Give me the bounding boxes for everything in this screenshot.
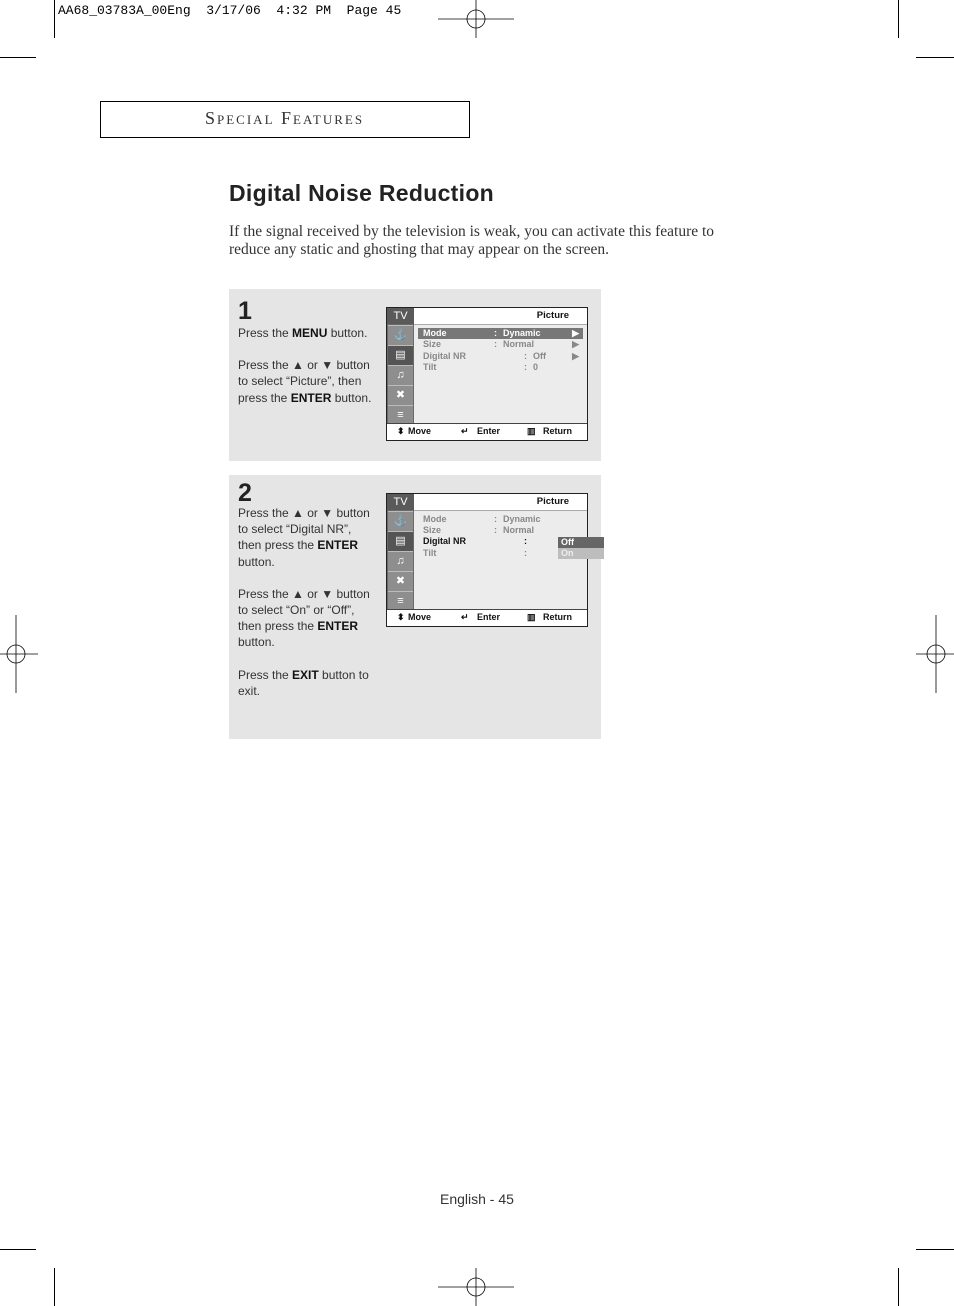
arrow-right-icon: ▶ bbox=[572, 328, 579, 338]
footer-enter-label: Enter bbox=[477, 426, 501, 436]
osd-row-tilt: Tilt : bbox=[423, 548, 527, 558]
instruction: Press the ▲ or ▼ button to select “On” or “Off”, then press the ENTER button. bbox=[238, 586, 370, 650]
section-label: Special Features bbox=[205, 108, 365, 128]
picture-icon: ▤ bbox=[388, 345, 413, 365]
channel-icon: ✖ bbox=[388, 571, 413, 591]
tv-osd-menu bbox=[386, 493, 588, 627]
footer-move-label: Move bbox=[408, 426, 432, 436]
return-icon: ▥ bbox=[527, 426, 536, 436]
print-slug-line: AA68_03783A_00Eng 3/17/06 4:32 PM Page 45 bbox=[58, 3, 402, 18]
setup-icon: ≡ bbox=[388, 405, 413, 425]
enter-icon: ↵ bbox=[461, 612, 469, 622]
osd-header bbox=[414, 308, 587, 325]
osd-header-title: Picture bbox=[536, 496, 569, 507]
setup-icon: ≡ bbox=[388, 591, 413, 611]
osd-body bbox=[414, 325, 587, 424]
picture-icon: ▤ bbox=[388, 531, 413, 551]
input-icon: ⚓ bbox=[388, 511, 413, 531]
section-header-box bbox=[100, 101, 470, 138]
sound-icon: ♫ bbox=[388, 551, 413, 571]
crop-mark bbox=[898, 1268, 899, 1306]
arrow-right-icon: ▶ bbox=[572, 351, 579, 361]
osd-row-mode: Mode : Dynamic ▶ bbox=[418, 328, 583, 339]
osd-row-mode: Mode : Dynamic bbox=[423, 514, 541, 524]
intro-paragraph: If the signal received by the television is weak, you can activate this feature to reduce any static and ghosting that may appear on the screen. bbox=[229, 223, 715, 258]
step-instructions bbox=[238, 505, 378, 715]
step-number: 1 bbox=[238, 297, 252, 325]
osd-row-digital-nr: Digital NR : bbox=[423, 536, 527, 546]
osd-tv-label: TV bbox=[387, 494, 414, 510]
osd-header bbox=[414, 494, 587, 511]
osd-row-digital-nr: Digital NR : Off ▶ bbox=[423, 351, 579, 361]
sound-icon: ♫ bbox=[388, 365, 413, 385]
instruction: Press the ▲ or ▼ button to select “Digital NR”, then press the ENTER button. bbox=[238, 506, 370, 569]
channel-icon: ✖ bbox=[388, 385, 413, 405]
step-1-panel bbox=[229, 289, 601, 461]
osd-row-size: Size : Normal ▶ bbox=[423, 339, 579, 349]
instruction: Press the MENU button. bbox=[238, 326, 368, 340]
move-icon: ⬍ bbox=[397, 612, 405, 622]
input-icon: ⚓ bbox=[388, 325, 413, 345]
arrow-right-icon: ▶ bbox=[572, 339, 579, 349]
osd-body bbox=[414, 511, 587, 610]
tv-osd-menu bbox=[386, 307, 588, 441]
osd-option-on: On bbox=[558, 548, 604, 559]
osd-header-title: Picture bbox=[536, 310, 569, 321]
osd-row-tilt: Tilt : 0 bbox=[423, 362, 539, 372]
footer-return-label: Return bbox=[543, 426, 572, 436]
osd-footer bbox=[387, 423, 587, 440]
page-number: English - 45 bbox=[440, 1191, 514, 1207]
registration-mark-icon bbox=[0, 615, 38, 693]
osd-option-off: Off bbox=[558, 537, 604, 548]
footer-return-label: Return bbox=[543, 612, 572, 622]
osd-tv-label: TV bbox=[387, 308, 414, 324]
crop-mark bbox=[916, 57, 954, 58]
step-instructions bbox=[238, 325, 378, 422]
registration-mark-icon bbox=[916, 615, 954, 693]
osd-footer bbox=[387, 609, 587, 626]
page-title: Digital Noise Reduction bbox=[229, 180, 495, 206]
footer-move-label: Move bbox=[408, 612, 432, 622]
footer-enter-label: Enter bbox=[477, 612, 501, 622]
crop-mark bbox=[54, 1268, 55, 1306]
registration-mark-icon bbox=[438, 0, 514, 38]
crop-mark bbox=[916, 1249, 954, 1250]
instruction: Press the ▲ or ▼ button to select “Picture”, then press the ENTER button. bbox=[238, 358, 372, 405]
move-icon: ⬍ bbox=[397, 426, 405, 436]
osd-row-size: Size : Normal bbox=[423, 525, 535, 535]
crop-mark bbox=[0, 1249, 36, 1250]
enter-icon: ↵ bbox=[461, 426, 469, 436]
registration-mark-icon bbox=[438, 1268, 514, 1306]
return-icon: ▥ bbox=[527, 612, 536, 622]
crop-mark bbox=[54, 0, 55, 38]
instruction: Press the EXIT button to exit. bbox=[238, 667, 369, 698]
crop-mark bbox=[0, 57, 36, 58]
step-number: 2 bbox=[238, 479, 252, 507]
crop-mark bbox=[898, 0, 899, 38]
step-2-panel bbox=[229, 475, 601, 739]
